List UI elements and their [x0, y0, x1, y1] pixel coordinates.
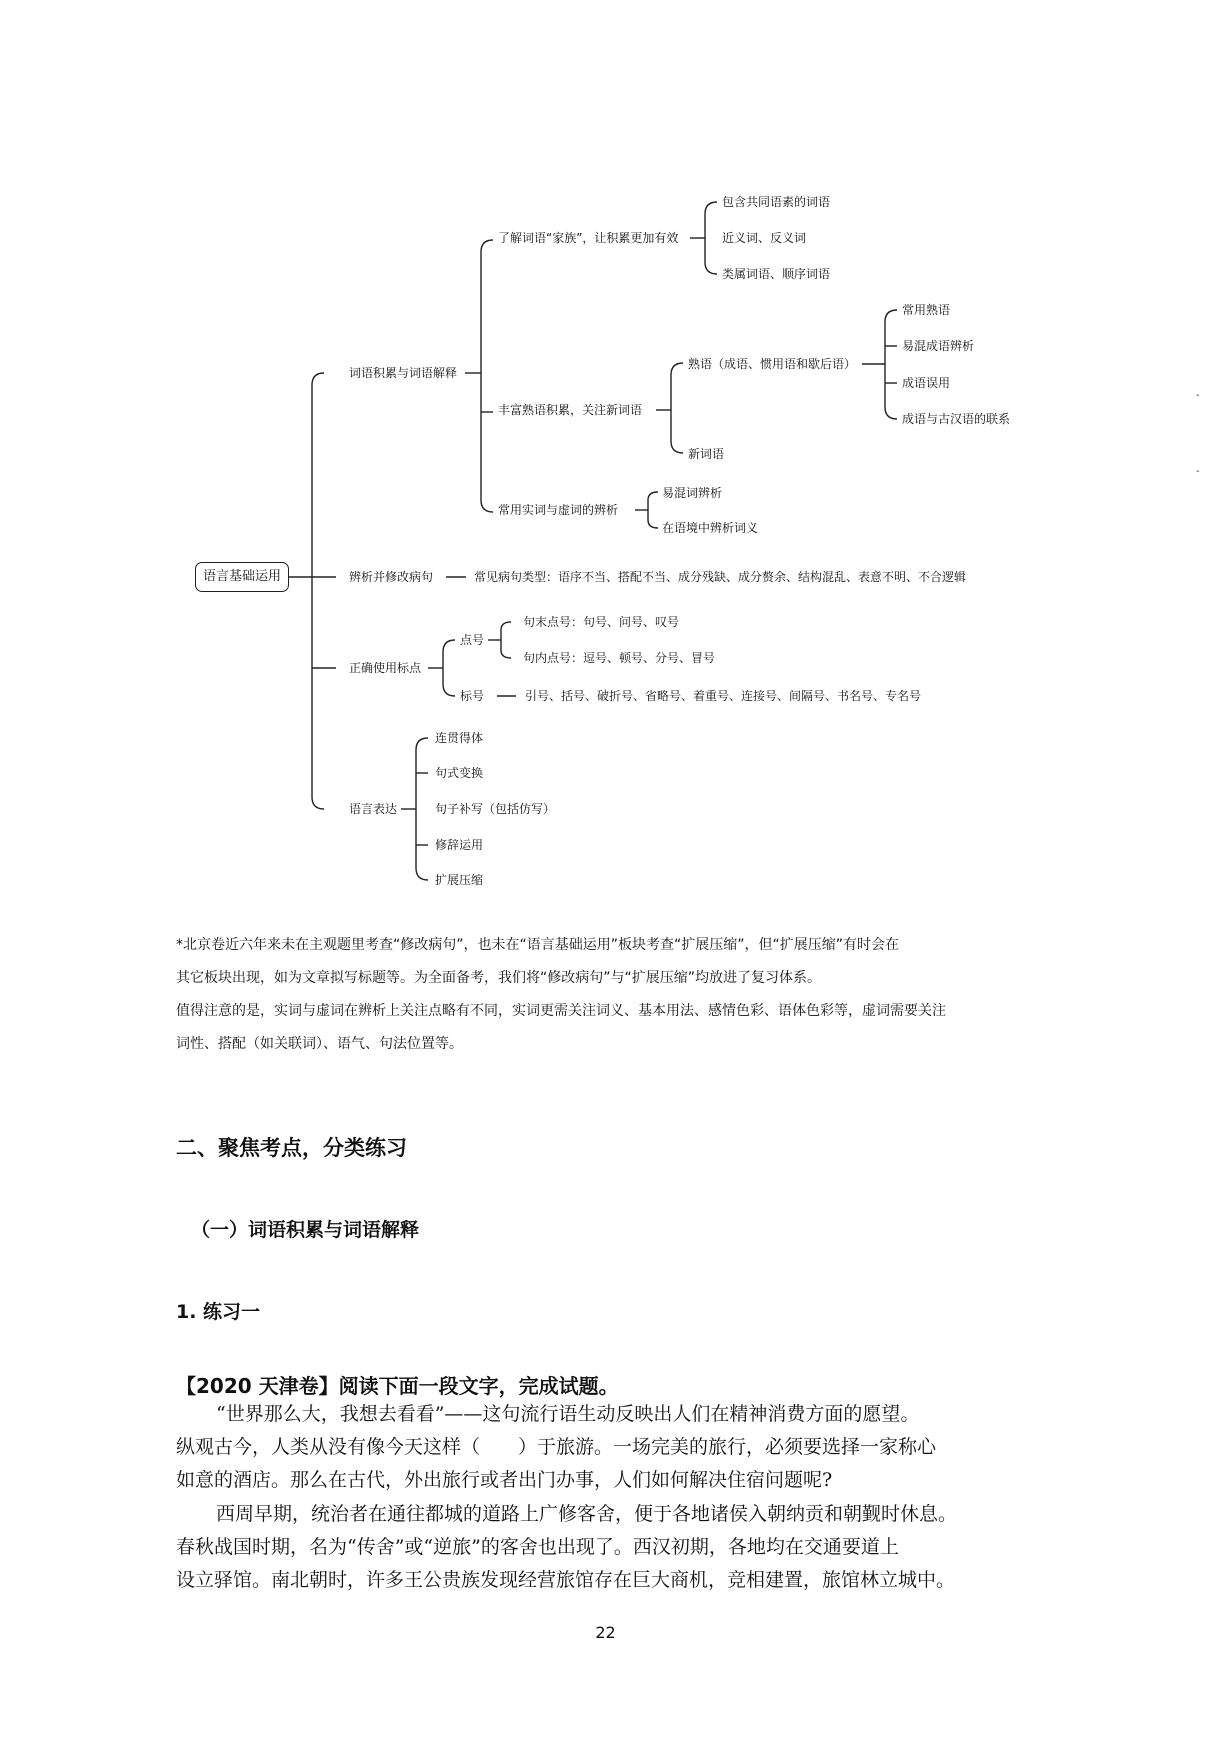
node-rhetoric: 修辞运用 — [435, 838, 484, 852]
subsection-heading: （一）词语积累与词语解释 — [191, 1219, 420, 1241]
node-context-meaning: 在语境中辨析词义 — [662, 521, 759, 535]
node-sentence-transform: 句式变换 — [435, 766, 484, 780]
note-line-2: 其它板块出现，如为文章拟写标题等。为全面备考，我们将“修改病句”与“扩展压缩”均放进了复习体系。 — [176, 970, 822, 986]
passage-line: “世界那么大，我想去看看”——这句流行语生动反映出人们在精神消费方面的愿望。 — [216, 1403, 920, 1425]
node-idiom-classical: 成语与古汉语的联系 — [902, 412, 1011, 426]
node-shared-morpheme: 包含共同语素的词语 — [722, 195, 831, 209]
passage-line: 西周早期，统治者在通往都城的道路上广修客舍，便于各地诸侯入朝纳贡和朝觐时休息。 — [216, 1503, 958, 1525]
node-word-family: 了解词语“家族”，让积累更加有效 — [498, 231, 679, 245]
node-expression: 语言表达 — [349, 802, 398, 816]
node-idioms-new-words: 丰富熟语积累，关注新词语 — [498, 403, 643, 417]
node-category-words: 类属词语、顺序词语 — [722, 267, 831, 281]
scan-mark: - — [1196, 390, 1200, 401]
node-vocabulary: 词语积累与词语解释 — [349, 366, 458, 380]
node-coherence: 连贯得体 — [435, 731, 484, 745]
passage-line: 春秋战国时期，名为“传舍”或“逆旅”的客舍也出现了。西汉初期，各地均在交通要道上 — [176, 1536, 899, 1558]
node-sentence-completion: 句子补写（包括仿写） — [435, 802, 556, 816]
node-expand-compress: 扩展压缩 — [435, 873, 484, 887]
note-line-4: 词性、搭配（如关联词）、语气、句法位置等。 — [176, 1036, 463, 1052]
passage-line: 设立驿馆。南北朝时，许多王公贵族发现经营旅馆存在巨大商机，竞相建置，旅馆林立城中。 — [176, 1569, 956, 1591]
node-pause-marks: 点号 — [460, 633, 485, 647]
section-heading: 二、聚焦考点，分类练习 — [176, 1136, 407, 1160]
node-idiom-misuse: 成语误用 — [902, 376, 951, 390]
passage-line: 如意的酒店。那么在古代，外出旅行或者出门办事，人们如何解决住宿问题呢? — [176, 1469, 833, 1491]
note-line-3: 值得注意的是，实词与虚词在辨析上关注点略有不同，实词更需关注词义、基本用法、感情色彩、语体色彩等，虚词需要关注 — [176, 1003, 946, 1019]
exercise-source: 【2020 天津卷】阅读下面一段文字，完成试题。 — [176, 1374, 619, 1398]
exercise-heading: 1. 练习一 — [176, 1301, 261, 1323]
node-content-function-words: 常用实词与虚词的辨析 — [498, 503, 619, 517]
node-end-marks: 句末点号：句号、问号、叹号 — [523, 615, 680, 629]
node-error-types: 常见病句类型：语序不当、搭配不当、成分残缺、成分赘余、结构混乱、表意不明、不合逻辑 — [474, 570, 967, 584]
node-confusable-idioms: 易混成语辨析 — [902, 339, 975, 353]
passage-line: 纵观古今，人类从没有像今天这样（ ）于旅游。一场完美的旅行，必须要选择一家称心 — [176, 1436, 937, 1458]
node-synonyms: 近义词、反义词 — [722, 231, 807, 245]
node-indicator-marks: 标号 — [460, 689, 485, 703]
node-idioms: 熟语（成语、惯用语和歇后语） — [688, 357, 857, 371]
node-sentence-errors: 辨析并修改病句 — [349, 570, 434, 584]
node-confusable-words: 易混词辨析 — [662, 486, 723, 500]
node-new-words: 新词语 — [688, 447, 725, 461]
node-punctuation: 正确使用标点 — [349, 661, 422, 675]
mindmap-root: 语言基础运用 — [195, 562, 289, 592]
node-indicator-list: 引号、括号、破折号、省略号、着重号、连接号、间隔号、书名号、专名号 — [525, 689, 922, 703]
note-line-1: *北京卷近六年来未在主观题里考查“修改病句”，也未在“语言基础运用”板块考查“扩展压缩”，但“扩展压缩”有时会在 — [176, 937, 900, 953]
node-inner-marks: 句内点号：逗号、顿号、分号、冒号 — [523, 651, 716, 665]
node-common-idioms: 常用熟语 — [902, 303, 951, 317]
page-number: 22 — [595, 1623, 616, 1642]
scan-mark: - — [1196, 466, 1200, 477]
